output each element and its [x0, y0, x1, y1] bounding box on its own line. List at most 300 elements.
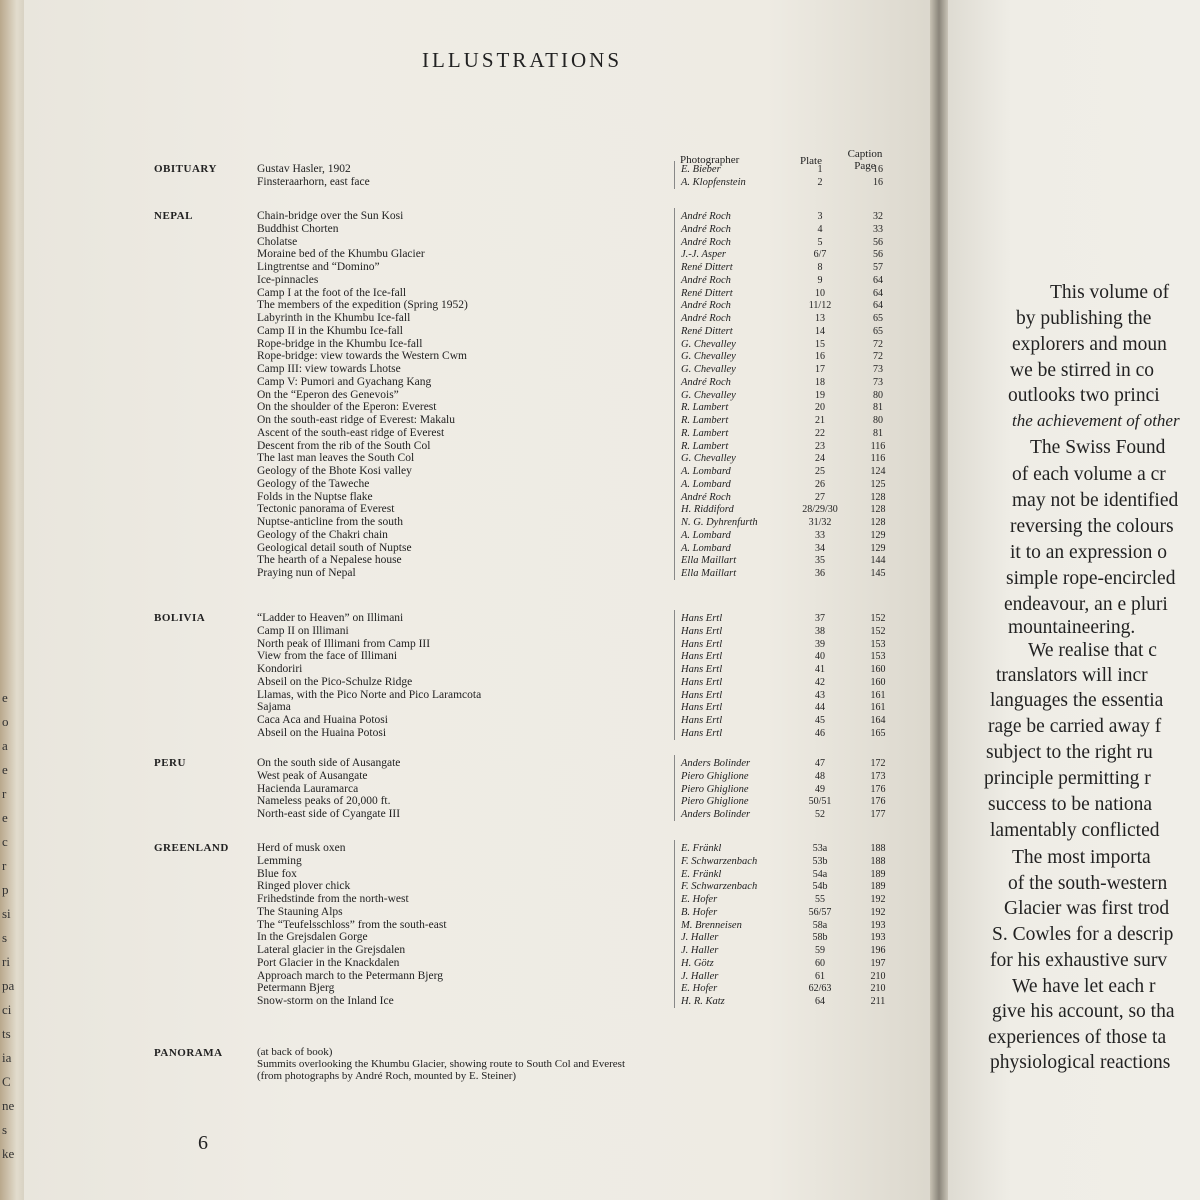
illustration-row	[257, 376, 897, 389]
plate-number: 13	[815, 313, 825, 324]
illustration-title: The “Teufelsschloss” from the south-east	[257, 918, 447, 931]
caption-page: 210	[870, 970, 886, 982]
photographer: F. Schwarzenbach	[681, 855, 758, 867]
illustration-row	[257, 855, 897, 868]
illustration-title: Finsteraarhorn, east face	[257, 175, 370, 188]
facing-page-line: by publishing the	[1016, 308, 1152, 329]
plate-number: 21	[815, 415, 825, 426]
illustration-row	[257, 663, 897, 676]
illustration-title: Tectonic panorama of Everest	[257, 503, 395, 516]
illustration-title: Snow-storm on the Inland Ice	[257, 995, 394, 1007]
illustration-row	[257, 261, 897, 274]
caption-page: 56	[873, 236, 883, 248]
plate-number: 1	[817, 164, 823, 175]
caption-page: 153	[870, 638, 886, 650]
illustration-title: On the south side of Ausangate	[257, 757, 401, 769]
illustration-title: The members of the expedition (Spring 1952)	[257, 299, 468, 312]
section-obituary: OBITUARY	[154, 163, 217, 175]
photographer: André Roch	[681, 300, 731, 312]
caption-page: 192	[870, 894, 886, 905]
plate-number: 23	[815, 440, 825, 452]
illustration-row	[257, 650, 897, 663]
caption-page: 161	[870, 689, 886, 701]
illustration-title: Praying nun of Nepal	[257, 567, 356, 579]
plate-number: 6/7	[813, 249, 827, 261]
caption-page: 116	[870, 440, 886, 452]
illustration-row	[257, 325, 897, 338]
illustration-row	[257, 210, 897, 223]
photographer: A. Lombard	[681, 542, 731, 554]
caption-page: 64	[873, 274, 883, 286]
illustration-row	[257, 248, 897, 261]
illustration-row	[257, 689, 897, 702]
illustration-row	[257, 982, 897, 995]
photographer: J. Haller	[681, 945, 719, 956]
photographer: Hans Ertl	[681, 664, 723, 675]
photographer: H. Götz	[681, 957, 714, 969]
panorama-credit: (from photographs by André Roch, mounted by E. Steiner)	[257, 1070, 517, 1082]
photographer: J. Haller	[681, 932, 719, 944]
illustration-row	[257, 414, 897, 427]
caption-page: 33	[873, 223, 883, 235]
plate-number: 50/51	[808, 796, 832, 808]
section-nepal: NEPAL	[154, 210, 193, 222]
illustration-title: The Stauning Alps	[257, 905, 343, 918]
caption-page: 188	[870, 843, 886, 854]
illustration-row	[257, 516, 897, 529]
illustration-row	[257, 970, 897, 983]
caption-page: 56	[873, 249, 883, 261]
illustration-row	[257, 176, 897, 189]
plate-number: 38	[815, 625, 825, 637]
caption-page: 160	[870, 676, 886, 688]
illustration-title: Lemming	[257, 854, 302, 867]
previous-page-fragment: s	[2, 930, 8, 945]
illustration-title: West peak of Ausangate	[257, 769, 368, 782]
photographer: René Dittert	[681, 262, 733, 273]
facing-page-line: subject to the right ru	[986, 742, 1153, 763]
illustration-title: Ringed plover chick	[257, 880, 351, 893]
photographer: G. Chevalley	[681, 338, 736, 350]
caption-page: 176	[870, 783, 886, 795]
plate-number: 22	[815, 427, 825, 439]
illustration-title: Gustav Hasler, 1902	[257, 163, 351, 175]
caption-page: 80	[873, 389, 883, 401]
previous-page-fragment: ke	[2, 1146, 15, 1161]
caption-page: 73	[873, 364, 883, 375]
plate-number: 47	[815, 758, 825, 769]
section-greenland: GREENLAND	[154, 842, 229, 854]
illustration-title: North peak of Illimani from Camp III	[257, 637, 431, 650]
illustration-title: Petermann Bjerg	[257, 982, 335, 995]
facing-page-line: endeavour, an e pluri	[1004, 594, 1168, 615]
plate-number: 8	[817, 262, 823, 273]
plate-number: 40	[815, 651, 825, 663]
previous-page-fragment: e	[2, 762, 8, 777]
plate-number: 36	[815, 568, 825, 579]
photographer: A. Lombard	[681, 466, 731, 477]
illustration-title: Geology of the Bhote Kosi valley	[257, 465, 412, 477]
illustration-row	[257, 478, 897, 491]
illustration-title: Abseil on the Pico-Schulze Ridge	[257, 675, 413, 688]
facing-page-line: for his exhaustive surv	[990, 950, 1168, 971]
plate-number: 42	[815, 676, 825, 688]
photographer: G. Chevalley	[681, 351, 736, 363]
caption-page: 188	[870, 855, 886, 867]
facing-page-line: rage be carried away f	[988, 716, 1162, 737]
column-rule	[674, 840, 675, 1008]
illustration-title: Lingtrentse and “Domino”	[257, 261, 380, 273]
illustration-title: Frihedstinde from the north-west	[257, 893, 409, 905]
caption-page: 197	[870, 957, 886, 969]
plate-number: 24	[815, 453, 825, 465]
illustration-title: Nameless peaks of 20,000 ft.	[257, 795, 391, 808]
photographer: A. Klopfenstein	[681, 176, 746, 188]
previous-page-edge	[0, 0, 24, 1200]
caption-page: 192	[870, 906, 886, 918]
photographer: André Roch	[681, 236, 731, 248]
facing-page-line: S. Cowles for a descrip	[992, 924, 1174, 945]
facing-page-line: mountaineering.	[1008, 617, 1136, 638]
illustration-title: The last man leaves the South Col	[257, 452, 415, 465]
section-bolivia: BOLIVIA	[154, 612, 206, 624]
illustration-title: Camp II in the Khumbu Ice-fall	[257, 324, 403, 337]
header-plate: Plate	[800, 155, 822, 167]
photographer: André Roch	[681, 376, 731, 388]
caption-page: 129	[870, 529, 886, 541]
illustration-row	[257, 880, 897, 893]
previous-page-fragment: a	[2, 738, 8, 753]
photographer: J. Haller	[681, 970, 719, 982]
photographer: G. Chevalley	[681, 364, 736, 375]
panorama-note: (at back of book)	[257, 1046, 333, 1058]
photographer: A. Lombard	[681, 478, 731, 490]
caption-page: 65	[873, 325, 883, 337]
illustration-title: Geology of the Chakri chain	[257, 528, 388, 541]
caption-page: 165	[870, 727, 886, 739]
illustration-row	[257, 808, 897, 821]
caption-page: 153	[870, 651, 886, 663]
plate-number: 58b	[812, 932, 828, 944]
photographer: G. Chevalley	[681, 453, 736, 465]
facing-page-line: languages the essentia	[990, 690, 1164, 711]
photographer: H. Riddiford	[681, 504, 734, 516]
caption-page: 72	[873, 351, 883, 363]
photographer: René Dittert	[681, 287, 733, 299]
illustration-title: “Ladder to Heaven” on Illimani	[257, 612, 404, 624]
photographer: E. Fränkl	[681, 868, 722, 880]
previous-page-fragment: c	[2, 834, 8, 849]
plate-number: 27	[815, 491, 825, 503]
facing-page-line: The most importa	[1012, 847, 1151, 868]
facing-page	[948, 0, 1200, 1200]
plate-number: 54a	[812, 868, 828, 880]
facing-page-line: translators will incr	[996, 665, 1148, 686]
plate-number: 10	[815, 287, 825, 299]
photographer: André Roch	[681, 211, 731, 222]
previous-page-fragment: si	[2, 906, 11, 921]
previous-page-fragment: r	[2, 858, 7, 873]
photographer: Piero Ghiglione	[681, 783, 749, 795]
facing-page-line: of each volume a cr	[1012, 464, 1166, 485]
header-photographer: Photographer	[680, 154, 740, 166]
previous-page-fragment: r	[2, 786, 7, 801]
plate-number: 45	[815, 715, 825, 726]
caption-page: 196	[870, 945, 886, 956]
facing-page-line: success to be nationa	[988, 794, 1153, 815]
caption-page: 144	[870, 555, 886, 567]
caption-page: 65	[873, 313, 883, 324]
illustration-title: Camp II on Illimani	[257, 624, 349, 637]
caption-page: 73	[873, 376, 883, 388]
illustration-row	[257, 363, 897, 376]
illustration-title: The hearth of a Nepalese house	[257, 554, 402, 567]
caption-page: 32	[873, 211, 883, 222]
photographer: N. G. Dyhrenfurth	[681, 517, 758, 528]
illustration-row	[257, 638, 897, 651]
illustration-title: Ice-pinnacles	[257, 273, 319, 286]
plate-number: 44	[815, 702, 825, 714]
illustration-row	[257, 554, 897, 567]
plate-number: 64	[815, 996, 825, 1007]
illustration-title: Hacienda Lauramarca	[257, 782, 359, 795]
previous-page-fragment: p	[2, 882, 9, 897]
book-spine	[930, 0, 948, 1200]
illustration-title: Chain-bridge over the Sun Kosi	[257, 210, 404, 222]
illustration-title: Sajama	[257, 701, 291, 714]
illustration-title: Kondoriri	[257, 663, 303, 675]
facing-page-line: we be stirred in co	[1010, 360, 1155, 381]
caption-page: 172	[870, 758, 886, 769]
illustration-title: On the shoulder of the Eperon: Everest	[257, 401, 437, 414]
illustration-row	[257, 427, 897, 440]
caption-page: 176	[870, 796, 886, 808]
plate-number: 39	[815, 638, 825, 650]
caption-page: 210	[870, 983, 886, 995]
previous-page-fragment: ts	[2, 1026, 11, 1041]
photographer: H. R. Katz	[681, 996, 725, 1007]
facing-page-line: lamentably conflicted	[990, 820, 1160, 841]
plate-number: 54b	[812, 881, 828, 893]
plate-number: 41	[815, 664, 825, 675]
illustration-title: Camp I at the foot of the Ice-fall	[257, 286, 407, 299]
plate-number: 62/63	[808, 983, 832, 995]
facing-page-line: This volume of	[1050, 282, 1170, 303]
caption-page: 193	[870, 919, 886, 931]
illustration-row	[257, 727, 897, 740]
photographer: E. Hofer	[681, 894, 718, 905]
illustration-row	[257, 795, 897, 808]
illustration-title: Approach march to the Petermann Bjerg	[257, 969, 443, 982]
illustrations-page	[24, 0, 954, 1200]
facing-page-line: explorers and moun	[1012, 334, 1167, 355]
caption-page: 16	[873, 164, 883, 175]
illustration-title: Caca Aca and Huaina Potosi	[257, 714, 388, 726]
illustration-row	[257, 957, 897, 970]
plate-number: 33	[815, 529, 825, 541]
illustration-title: Cholatse	[257, 235, 298, 248]
caption-page: 72	[873, 338, 883, 350]
plate-number: 15	[815, 338, 825, 350]
plate-number: 56/57	[808, 906, 832, 918]
plate-number: 52	[815, 809, 825, 820]
photographer: Hans Ertl	[681, 625, 723, 637]
illustration-row	[257, 440, 897, 453]
caption-page: 124	[870, 466, 886, 477]
photographer: Ella Maillart	[681, 568, 737, 579]
facing-page-line: of the south-western	[1008, 873, 1168, 894]
illustration-title: Camp V: Pumori and Gyachang Kang	[257, 375, 432, 388]
photographer: J.-J. Asper	[681, 249, 726, 261]
caption-page: 160	[870, 664, 886, 675]
plate-number: 14	[815, 325, 825, 337]
previous-page-fragment: ri	[2, 954, 10, 969]
photographer: E. Hofer	[681, 983, 718, 995]
illustration-title: View from the face of Illimani	[257, 650, 398, 663]
caption-page: 152	[870, 625, 886, 637]
caption-page: 81	[873, 402, 883, 414]
plate-number: 53b	[812, 855, 828, 867]
illustration-row	[257, 625, 897, 638]
illustration-row	[257, 567, 897, 580]
column-rule	[674, 161, 675, 189]
previous-page-fragment: o	[2, 714, 9, 729]
caption-page: 128	[870, 491, 886, 503]
illustration-title: In the Grejsdalen Gorge	[257, 931, 368, 944]
photographer: E. Bieber	[681, 164, 721, 175]
illustration-title: Herd of musk oxen	[257, 842, 346, 854]
illustration-row	[257, 389, 897, 402]
illustration-row	[257, 338, 897, 351]
illustration-row	[257, 714, 897, 727]
illustration-title: Port Glacier in the Knackdalen	[257, 956, 400, 969]
illustration-row	[257, 401, 897, 414]
caption-page: 129	[870, 542, 886, 554]
caption-page: 128	[870, 504, 886, 516]
illustration-row	[257, 491, 897, 504]
previous-page-fragment: ne	[2, 1098, 15, 1113]
photographer: Hans Ertl	[681, 702, 723, 714]
photographer: Hans Ertl	[681, 651, 723, 663]
photographer: R. Lambert	[681, 427, 729, 439]
caption-page: 116	[870, 453, 886, 465]
photographer: Anders Bolinder	[681, 758, 751, 769]
illustration-title: Ascent of the south-east ridge of Everest	[257, 426, 445, 439]
photographer: André Roch	[681, 313, 731, 324]
plate-number: 34	[815, 542, 825, 554]
column-rule	[674, 755, 675, 821]
illustration-row	[257, 287, 897, 300]
caption-page: 80	[873, 415, 883, 426]
illustration-row	[257, 612, 897, 625]
illustration-row	[257, 842, 897, 855]
plate-number: 25	[815, 466, 825, 477]
illustration-title: Folds in the Nuptse flake	[257, 490, 373, 503]
illustration-row	[257, 919, 897, 932]
photographer: Ella Maillart	[681, 555, 737, 567]
facing-page-line: simple rope-encircled	[1006, 568, 1176, 589]
previous-page-fragment: pa	[2, 978, 15, 993]
illustration-row	[257, 452, 897, 465]
caption-page: 128	[870, 517, 886, 528]
facing-page-line: experiences of those ta	[988, 1027, 1167, 1048]
illustration-row	[257, 906, 897, 919]
caption-page: 57	[873, 262, 883, 273]
photographer: Hans Ertl	[681, 613, 723, 624]
plate-number: 35	[815, 555, 825, 567]
illustration-row	[257, 676, 897, 689]
caption-page: 164	[870, 715, 886, 726]
illustration-title: Moraine bed of the Khumbu Glacier	[257, 248, 425, 261]
plate-number: 60	[815, 957, 825, 969]
photographer: Hans Ertl	[681, 727, 723, 739]
illustration-row	[257, 503, 897, 516]
photographer: F. Schwarzenbach	[681, 881, 758, 893]
illustration-row	[257, 701, 897, 714]
column-rule	[674, 610, 675, 740]
plate-number: 43	[815, 689, 825, 701]
plate-number: 4	[817, 223, 823, 235]
facing-page-line: principle permitting r	[984, 768, 1151, 789]
photographer: A. Lombard	[681, 529, 731, 541]
photographer: André Roch	[681, 491, 731, 503]
plate-number: 16	[815, 351, 825, 363]
plate-number: 9	[817, 274, 823, 286]
illustration-title: Rope-bridge in the Khumbu Ice-fall	[257, 337, 423, 350]
photographer: B. Hofer	[681, 906, 718, 918]
illustration-row	[257, 529, 897, 542]
plate-number: 18	[815, 376, 825, 388]
illustration-row	[257, 944, 897, 957]
photographer: Hans Ertl	[681, 676, 723, 688]
illustration-row	[257, 542, 897, 555]
illustration-title: Rope-bridge: view towards the Western Cwm	[257, 350, 467, 363]
illustration-title: Nuptse-anticline from the south	[257, 516, 403, 528]
caption-page: 81	[873, 427, 883, 439]
page-number: 6	[198, 1132, 208, 1154]
previous-page-fragment: s	[2, 1122, 8, 1137]
previous-page-fragment: e	[2, 690, 8, 705]
photographer: Hans Ertl	[681, 715, 723, 726]
plate-number: 20	[815, 402, 825, 414]
illustration-title: Labyrinth in the Khumbu Ice-fall	[257, 312, 411, 324]
caption-page: 193	[870, 932, 886, 944]
column-rule	[674, 208, 675, 580]
caption-page: 152	[870, 613, 886, 624]
plate-number: 17	[815, 364, 825, 375]
caption-page: 64	[873, 300, 883, 312]
illustration-row	[257, 223, 897, 236]
illustration-row	[257, 770, 897, 783]
caption-page: 189	[870, 881, 886, 893]
photographer: Hans Ertl	[681, 638, 723, 650]
illustration-title: Lateral glacier in the Grejsdalen	[257, 944, 406, 956]
plate-number: 53a	[812, 843, 828, 854]
illustration-row	[257, 757, 897, 770]
facing-page-line: it to an expression o	[1010, 542, 1168, 563]
illustration-title: Blue fox	[257, 867, 297, 880]
caption-page: 161	[870, 702, 886, 714]
facing-page-line: physiological reactions	[990, 1052, 1171, 1073]
plate-number: 3	[817, 211, 823, 222]
illustration-row	[257, 236, 897, 249]
plate-number: 11/12	[808, 300, 832, 312]
illustration-title: Llamas, with the Pico Norte and Pico Laramcota	[257, 688, 482, 701]
plate-number: 61	[815, 970, 825, 982]
photographer: M. Brenneisen	[681, 919, 742, 931]
facing-page-line: The Swiss Found	[1030, 437, 1166, 458]
caption-page: 64	[873, 287, 883, 299]
